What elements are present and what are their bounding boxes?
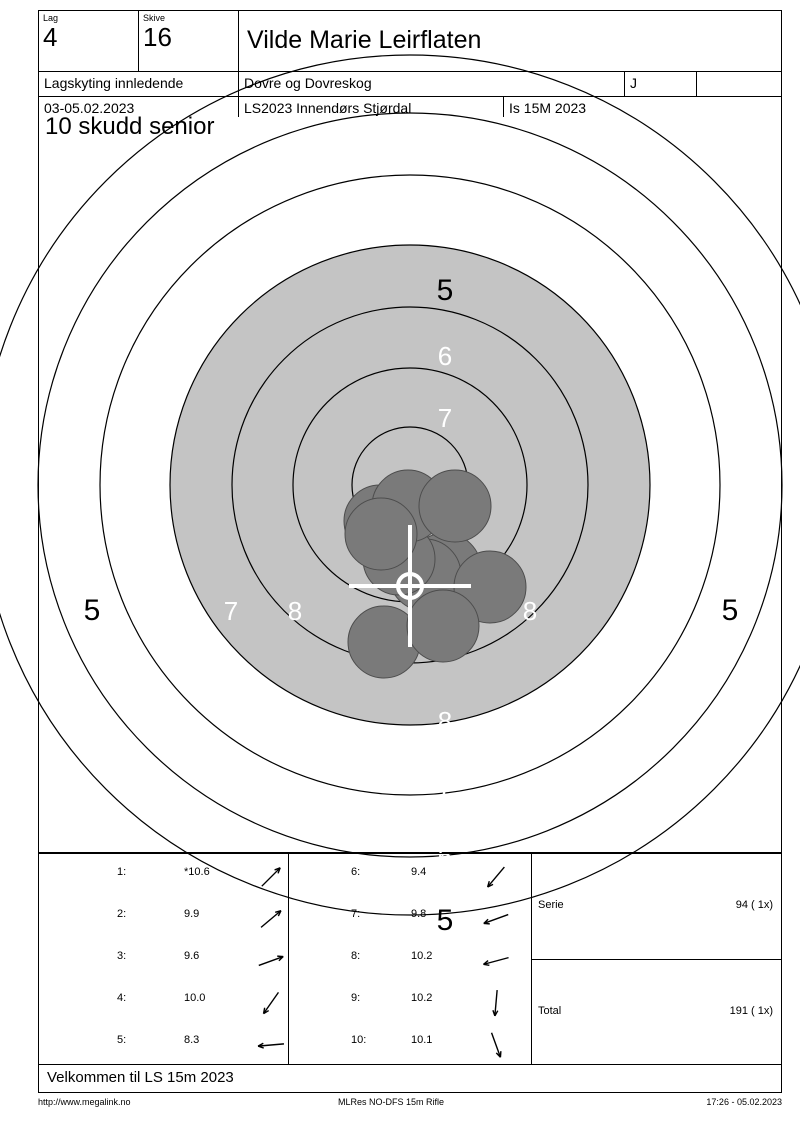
competition-type-cell <box>39 72 239 96</box>
total-value: 191 ( 1x) <box>729 1005 773 1017</box>
shot-hole <box>419 470 491 542</box>
shot-direction-arrow-icon <box>479 986 513 1020</box>
shot-result-row <box>39 938 288 980</box>
shot-number: 9: <box>351 992 361 1004</box>
lag-cell <box>39 11 139 71</box>
shot-direction-arrow-icon <box>254 944 288 978</box>
footer-software: MLRes NO-DFS 15m Rifle <box>338 1097 445 1107</box>
class-short: J <box>630 75 637 91</box>
shot-result-row <box>39 854 288 896</box>
shooter-name: Vilde Marie Leirflaten <box>247 26 482 54</box>
ring-label-top-7: 7 <box>437 403 453 433</box>
shot-number: 8: <box>351 950 361 962</box>
ring-label-bottom-7: 7 <box>437 773 453 803</box>
shot-number: 3: <box>117 950 127 962</box>
ring-label-right-8: 8 <box>522 596 538 626</box>
shot-direction-arrow-icon <box>479 860 513 894</box>
series-title: 10 skudd senior <box>45 113 215 140</box>
competition-type: Lagskyting innledende <box>44 75 184 91</box>
shot-value: *10.6 <box>184 866 210 878</box>
shot-direction-arrow-icon <box>254 986 288 1020</box>
shot-number: 10: <box>351 1034 367 1046</box>
shot-result-row <box>289 1022 531 1064</box>
ring-label-right-5: 5 <box>721 594 739 627</box>
shot-value: 10.2 <box>411 992 433 1004</box>
shot-number: 2: <box>117 908 127 920</box>
footer-url: http://www.megalink.no <box>38 1097 131 1107</box>
skive-cell <box>139 11 239 71</box>
class-cell <box>625 72 697 96</box>
header-row-primary <box>39 11 781 72</box>
discipline: Is 15M 2023 <box>509 100 587 116</box>
shot-direction-arrow-icon <box>254 1028 288 1062</box>
club-cell <box>239 72 625 96</box>
ring-label-left-6: 6 <box>155 596 171 626</box>
shot-value: 10.1 <box>411 1034 433 1046</box>
total-box <box>532 960 781 1066</box>
shot-value: 9.9 <box>184 908 200 920</box>
shot-value: 9.8 <box>411 908 427 920</box>
welcome-bar <box>38 1065 782 1093</box>
skive-label: Skive <box>143 13 166 23</box>
results-column-1 <box>39 854 289 1064</box>
shot-result-row <box>289 854 531 896</box>
ring-label-bottom-8: 8 <box>437 706 453 736</box>
shot-direction-arrow-icon <box>479 902 513 936</box>
serie-label: Serie <box>538 899 564 911</box>
shot-result-row <box>289 938 531 980</box>
ring-label-top-6: 6 <box>437 341 453 371</box>
shot-result-row <box>39 896 288 938</box>
shot-direction-arrow-icon <box>479 944 513 978</box>
serie-value: 94 ( 1x) <box>735 899 773 911</box>
shooter-name-cell <box>239 11 781 71</box>
shot-value: 8.3 <box>184 1034 200 1046</box>
ring-label-left-7: 7 <box>223 596 239 626</box>
class-extra-cell <box>697 72 781 96</box>
results-column-2 <box>289 854 532 1064</box>
shot-value: 9.4 <box>411 866 427 878</box>
ring-label-bottom-5: 5 <box>436 904 454 937</box>
footer-timestamp: 17:26 - 05.02.2023 <box>706 1097 782 1107</box>
shot-number: 5: <box>117 1034 127 1046</box>
event-name: LS2023 Innendørs Stjørdal <box>244 100 412 116</box>
club-name: Dovre og Dovreskog <box>244 75 372 91</box>
shot-result-row <box>39 980 288 1022</box>
shot-number: 6: <box>351 866 361 878</box>
ring-label-left-8: 8 <box>287 596 303 626</box>
shot-value: 9.6 <box>184 950 200 962</box>
results-table <box>38 853 782 1065</box>
serie-box <box>532 854 781 960</box>
welcome-text: Velkommen til LS 15m 2023 <box>47 1069 234 1086</box>
shot-direction-arrow-icon <box>254 902 288 936</box>
lag-label: Lag <box>43 13 59 23</box>
skive-value: 16 <box>143 22 172 52</box>
shot-direction-arrow-icon <box>479 1028 513 1062</box>
shot-result-row <box>289 896 531 938</box>
shot-number: 7: <box>351 908 361 920</box>
shot-value: 10.0 <box>184 992 206 1004</box>
shot-result-row <box>39 1022 288 1064</box>
results-summary <box>532 854 781 1064</box>
shot-hole <box>407 590 479 662</box>
shot-result-row <box>289 980 531 1022</box>
ring-label-top-5: 5 <box>436 274 454 307</box>
ring-label-bottom-6: 6 <box>437 841 453 871</box>
shot-hole <box>345 498 417 570</box>
ring-label-right-6: 6 <box>658 596 674 626</box>
dates: 03-05.02.2023 <box>44 100 135 116</box>
total-label: Total <box>538 1005 562 1017</box>
footer-bar <box>38 1097 782 1115</box>
header-row-secondary <box>39 72 781 97</box>
ring-label-left-5: 5 <box>83 594 101 627</box>
lag-value: 4 <box>43 22 58 52</box>
shot-direction-arrow-icon <box>254 860 288 894</box>
header-table <box>38 10 782 122</box>
shot-number: 1: <box>117 866 127 878</box>
shot-number: 4: <box>117 992 127 1004</box>
shot-value: 10.2 <box>411 950 433 962</box>
